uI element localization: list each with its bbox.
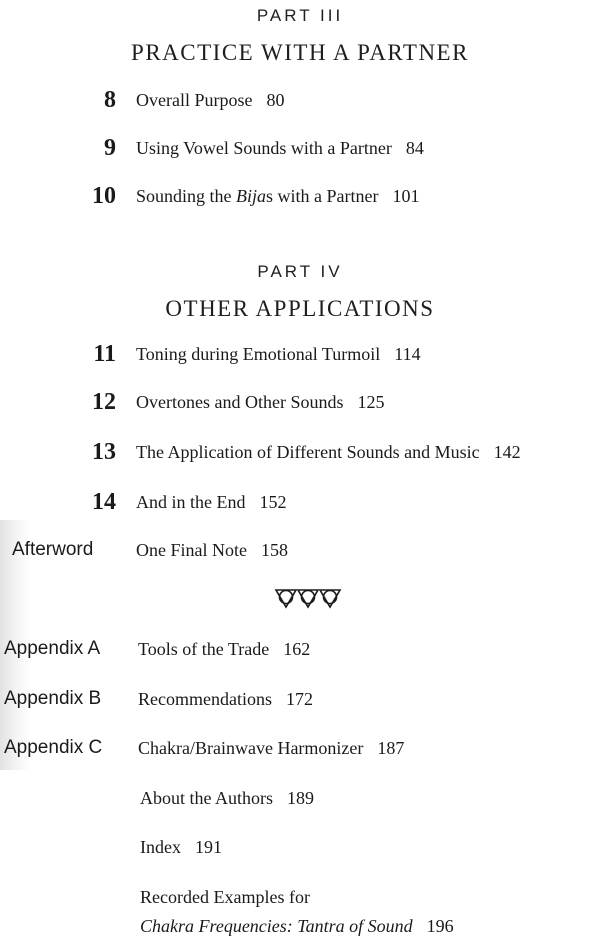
- toc-entry-appendix-a[interactable]: [0, 633, 600, 665]
- appendix-title: Recommendations 172: [138, 689, 313, 709]
- page-number: 84: [405, 138, 424, 158]
- toc-entry-chapter-14[interactable]: [0, 486, 600, 518]
- triple-knot-ornament-icon: [274, 586, 342, 610]
- chapter-title: The Application of Different Sounds and Music 142: [136, 442, 521, 462]
- chapter-number: 11: [93, 341, 116, 367]
- page-number: 125: [357, 392, 385, 412]
- toc-entry-chapter-9[interactable]: [0, 132, 600, 164]
- toc-entry-chapter-13[interactable]: [0, 436, 600, 468]
- page-number: 158: [260, 540, 288, 560]
- appendix-label: Appendix A: [4, 638, 101, 659]
- chapter-title: Overall Purpose 80: [136, 90, 285, 110]
- part-3-title: PRACTICE WITH A PARTNER: [131, 40, 469, 65]
- part-4-title: OTHER APPLICATIONS: [165, 296, 435, 321]
- page-number: 152: [259, 492, 287, 512]
- chapter-title: Using Vowel Sounds with a Partner 84: [136, 138, 424, 158]
- page-number: 142: [493, 442, 521, 462]
- chapter-number: 8: [104, 87, 116, 113]
- page-number: 187: [377, 738, 405, 758]
- afterword-label: Afterword: [12, 539, 94, 560]
- toc-entry-chapter-10[interactable]: [0, 180, 600, 212]
- appendix-label: Appendix C: [4, 737, 103, 758]
- toc-entry-appendix-b[interactable]: [0, 683, 600, 715]
- back-matter-title: About the Authors 189: [140, 788, 314, 808]
- back-matter-title: Index 191: [140, 837, 222, 857]
- chapter-number: 12: [92, 389, 116, 415]
- chapter-number: 10: [92, 183, 116, 209]
- chapter-title: Sounding the Bijas with a Partner 101: [136, 186, 420, 206]
- page-number: 191: [194, 837, 222, 857]
- toc-entry-appendix-c[interactable]: [0, 732, 600, 764]
- page-number: 162: [283, 639, 311, 659]
- page-number: 114: [394, 344, 421, 364]
- appendix-title: Chakra/Brainwave Harmonizer 187: [138, 738, 405, 758]
- recorded-examples-book-title: Chakra Frequencies: Tantra of Sound: [140, 916, 413, 936]
- part-3-label: PART III: [256, 6, 344, 25]
- appendix-title: Tools of the Trade 162: [138, 639, 311, 659]
- page-number: 189: [287, 788, 314, 808]
- chapter-number: 13: [92, 439, 116, 465]
- page-number: 80: [266, 90, 285, 110]
- toc-entry-index[interactable]: [0, 831, 600, 863]
- appendix-label: Appendix B: [4, 688, 102, 709]
- recorded-examples-line-1[interactable]: Recorded Examples for: [140, 887, 310, 907]
- toc-entry-chapter-8[interactable]: [0, 84, 600, 116]
- chapter-title: And in the End 152: [136, 492, 287, 512]
- page-number: 101: [392, 186, 420, 206]
- toc-entry-chapter-12[interactable]: [0, 386, 600, 418]
- toc-entry-afterword[interactable]: [0, 534, 600, 566]
- toc-entry-about-authors[interactable]: [0, 782, 600, 814]
- recorded-examples-line-2[interactable]: [140, 912, 454, 940]
- toc-entry-chapter-11[interactable]: [0, 338, 600, 370]
- chapter-title: Overtones and Other Sounds 125: [136, 392, 385, 412]
- page-number: 172: [285, 689, 313, 709]
- chapter-title: Toning during Emotional Turmoil 114: [136, 344, 421, 364]
- chapter-number: 14: [92, 489, 116, 515]
- part-4-label: PART IV: [257, 262, 343, 281]
- page-number: 196: [426, 916, 454, 936]
- afterword-title: One Final Note 158: [136, 540, 288, 560]
- chapter-number: 9: [104, 135, 116, 161]
